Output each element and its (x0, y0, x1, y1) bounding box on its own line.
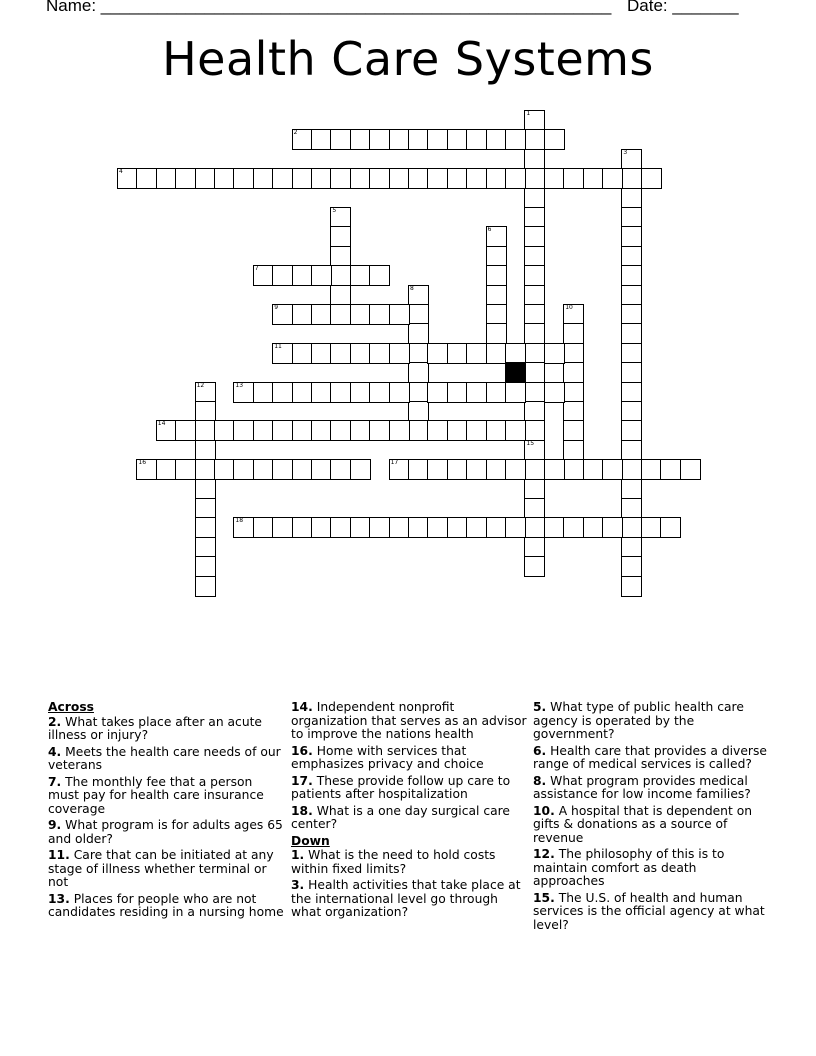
crossword-cell[interactable] (563, 323, 584, 344)
clue-number: 16 (138, 459, 147, 467)
crossword-cell[interactable] (195, 498, 216, 519)
clue-number: 3 (623, 148, 628, 156)
crossword-cell[interactable] (330, 265, 351, 286)
crossword-cell[interactable] (292, 304, 313, 325)
crossword-cell[interactable] (621, 323, 642, 344)
crossword-cell[interactable] (466, 420, 487, 441)
clue-number: 1 (526, 110, 531, 117)
crossword-cell[interactable] (369, 168, 390, 189)
crossword-cell-11[interactable] (272, 343, 293, 364)
crossword-cell[interactable] (621, 362, 642, 383)
crossword-cell[interactable] (292, 382, 313, 403)
crossword-cell[interactable] (621, 226, 642, 247)
crossword-cell[interactable] (350, 168, 371, 189)
crossword-cell[interactable] (447, 129, 468, 150)
name-field[interactable]: Name: ______________________________________________________ (46, 0, 612, 15)
crossword-cell[interactable] (408, 420, 429, 441)
crossword-cell[interactable] (524, 517, 545, 538)
crossword-cell[interactable] (272, 517, 293, 538)
crossword-cell[interactable] (621, 440, 642, 461)
clue-number: 12 (196, 381, 205, 389)
clue-across-17: 17. These provide follow up care to patients after hospitalization (291, 773, 511, 801)
crossword-cell[interactable] (563, 420, 584, 441)
crossword-cell[interactable] (486, 420, 507, 441)
crossword-cell[interactable] (408, 362, 429, 383)
crossword-cell[interactable] (621, 576, 642, 597)
down-heading: Down (291, 833, 330, 848)
crossword-cell[interactable] (486, 323, 507, 344)
crossword-cell[interactable] (136, 168, 157, 189)
crossword-cell[interactable] (369, 343, 390, 364)
clue-across-9: 9. What program is for adults ages 65 and older? (48, 818, 283, 846)
crossword-cell[interactable] (621, 459, 642, 480)
crossword-cell[interactable] (311, 420, 332, 441)
crossword-cell-12[interactable] (195, 382, 216, 403)
crossword-cell[interactable] (156, 168, 177, 189)
crossword-cell[interactable] (350, 129, 371, 150)
crossword-cell[interactable] (427, 459, 448, 480)
crossword-cell-5[interactable] (330, 207, 351, 228)
crossword-cell[interactable] (544, 382, 565, 403)
crossword-cell[interactable] (544, 343, 565, 364)
crossword-cell[interactable] (466, 459, 487, 480)
crossword-cell[interactable] (195, 556, 216, 577)
crossword-cell[interactable] (602, 517, 623, 538)
crossword-cell[interactable] (214, 420, 235, 441)
crossword-cell[interactable] (292, 265, 313, 286)
crossword-cell[interactable] (292, 168, 313, 189)
crossword-cell[interactable] (195, 576, 216, 597)
crossword-cell[interactable] (524, 362, 545, 383)
clue-down-8: 8. What program provides medical assistance for low income families? (533, 773, 751, 801)
crossword-cell[interactable] (486, 517, 507, 538)
crossword-cell[interactable] (330, 226, 351, 247)
crossword-cell[interactable] (505, 343, 526, 364)
crossword-cell[interactable] (369, 265, 390, 286)
crossword-cell[interactable] (602, 168, 623, 189)
crossword-cell-18[interactable] (233, 517, 254, 538)
crossword-cell[interactable] (544, 129, 565, 150)
crossword-cell[interactable] (214, 459, 235, 480)
crossword-cell[interactable] (389, 517, 410, 538)
crossword-cell[interactable] (621, 265, 642, 286)
crossword-cell[interactable] (272, 459, 293, 480)
clue-across-18: 18. What is a one day surgical care center? (291, 803, 510, 831)
crossword-cell[interactable] (563, 517, 584, 538)
crossword-cell[interactable] (486, 168, 507, 189)
clue-number: 4 (119, 168, 123, 176)
crossword-cell[interactable] (233, 420, 254, 441)
crossword-cell[interactable] (486, 382, 507, 403)
crossword-cell[interactable] (621, 537, 642, 558)
crossword-cell-8[interactable] (408, 285, 429, 306)
clue-across-13: 13. Places for people who are not candidates residing in a nursing home (48, 891, 284, 919)
crossword-cell[interactable] (621, 517, 642, 538)
crossword-cell[interactable] (330, 382, 351, 403)
crossword-cell[interactable] (583, 168, 604, 189)
clue-number: 8 (410, 284, 414, 292)
crossword-cell[interactable] (195, 479, 216, 500)
crossword-cell[interactable] (505, 459, 526, 480)
crossword-cell[interactable] (621, 207, 642, 228)
crossword-cell[interactable] (524, 382, 545, 403)
crossword-cell[interactable] (408, 401, 429, 422)
clue-across-2: 2. What takes place after an acute illness or injury? (48, 714, 263, 742)
crossword-cell[interactable] (524, 188, 545, 209)
crossword-cell-15[interactable] (524, 440, 545, 461)
date-field[interactable]: Date: _______ (627, 0, 739, 15)
crossword-cell[interactable] (524, 556, 545, 577)
crossword-cell-16[interactable] (136, 459, 157, 480)
crossword-cell[interactable] (389, 343, 410, 364)
crossword-cell[interactable] (524, 168, 545, 189)
clue-number: 18 (235, 517, 244, 525)
crossword-cell[interactable] (350, 304, 371, 325)
crossword-cell[interactable] (621, 420, 642, 441)
clue-number: 5 (332, 207, 337, 214)
crossword-cell[interactable] (253, 459, 274, 480)
crossword-cell[interactable] (408, 459, 429, 480)
crossword-cell[interactable] (350, 382, 371, 403)
crossword-cell[interactable] (621, 479, 642, 500)
crossword-cell[interactable] (563, 401, 584, 422)
crossword-cell[interactable] (311, 517, 332, 538)
clue-number: 7 (254, 265, 259, 273)
crossword-cell[interactable] (408, 343, 429, 364)
clue-across-4: 4. Meets the health care needs of our veterans (48, 744, 281, 772)
crossword-cell[interactable] (544, 459, 565, 480)
crossword-cell[interactable] (641, 459, 662, 480)
crossword-cell[interactable] (272, 420, 293, 441)
crossword-cell[interactable] (292, 343, 313, 364)
clue-number: 11 (274, 342, 282, 350)
crossword-cell[interactable] (369, 304, 390, 325)
crossword-cell[interactable] (350, 265, 371, 286)
clue-column-3 (533, 701, 769, 935)
crossword-cell[interactable] (311, 382, 332, 403)
crossword-cell[interactable] (524, 323, 545, 344)
crossword-cell[interactable] (350, 420, 371, 441)
crossword-cell[interactable] (524, 420, 545, 441)
crossword-cell[interactable] (486, 246, 507, 267)
crossword-cell[interactable] (524, 459, 545, 480)
across-heading: Across (48, 700, 94, 714)
crossword-cell[interactable] (427, 382, 448, 403)
crossword-cell[interactable] (408, 382, 429, 403)
crossword-cell[interactable] (408, 517, 429, 538)
crossword-cell[interactable] (350, 517, 371, 538)
crossword-cell[interactable] (621, 285, 642, 306)
crossword-cell[interactable] (427, 420, 448, 441)
crossword-cell[interactable] (563, 440, 584, 461)
crossword-cell[interactable] (195, 517, 216, 538)
crossword-cell[interactable] (505, 517, 526, 538)
crossword-cell[interactable] (408, 304, 429, 325)
crossword-cell[interactable] (486, 459, 507, 480)
crossword-cell[interactable] (195, 168, 216, 189)
crossword-cell[interactable] (311, 304, 332, 325)
crossword-cell[interactable] (680, 459, 701, 480)
crossword-cell[interactable] (505, 420, 526, 441)
crossword-cell[interactable] (330, 168, 351, 189)
crossword-cell[interactable] (660, 459, 681, 480)
crossword-cell[interactable] (621, 168, 642, 189)
crossword-cell[interactable] (253, 420, 274, 441)
crossword-cell[interactable] (563, 362, 584, 383)
crossword-cell[interactable] (621, 188, 642, 209)
crossword-cell[interactable] (369, 517, 390, 538)
crossword-cell[interactable] (621, 246, 642, 267)
crossword-cell[interactable] (447, 168, 468, 189)
crossword-cell[interactable] (253, 168, 274, 189)
crossword-cell[interactable] (292, 420, 313, 441)
crossword-cell[interactable] (524, 207, 545, 228)
crossword-cell[interactable] (233, 459, 254, 480)
clue-number: 10 (565, 304, 573, 311)
crossword-cell[interactable] (427, 343, 448, 364)
crossword-cell[interactable] (447, 382, 468, 403)
crossword-cell[interactable] (311, 343, 332, 364)
crossword-cell[interactable] (330, 420, 351, 441)
clue-across-14: 14. Independent nonprofit organization that serves as an advisor to improve the nations health (291, 700, 527, 741)
crossword-cell[interactable] (311, 459, 332, 480)
crossword-cell[interactable] (524, 498, 545, 519)
crossword-cell[interactable] (330, 459, 351, 480)
crossword-cell[interactable] (466, 129, 487, 150)
clue-number: 14 (157, 420, 166, 428)
crossword-cell[interactable] (524, 304, 545, 325)
clue-number: 15 (526, 439, 535, 447)
clue-column-2 (291, 701, 527, 923)
crossword-cell[interactable] (369, 129, 390, 150)
crossword-cell-9[interactable] (272, 304, 293, 325)
clue-across-7: 7. The monthly fee that a person must pay for health care insurance coverage (48, 774, 264, 816)
crossword-cell[interactable] (253, 382, 274, 403)
crossword-cell[interactable] (311, 129, 332, 150)
crossword-cell-14[interactable] (156, 420, 177, 441)
crossword-cell[interactable] (389, 420, 410, 441)
crossword-cell[interactable] (524, 149, 545, 170)
crossword-cell[interactable] (466, 382, 487, 403)
crossword-cell[interactable] (330, 285, 351, 306)
crossword-cell[interactable] (621, 343, 642, 364)
crossword-cell[interactable] (660, 517, 681, 538)
crossword-cell[interactable] (524, 226, 545, 247)
clue-number: 17 (390, 459, 399, 467)
crossword-cell[interactable] (156, 459, 177, 480)
crossword-cell-4[interactable] (117, 168, 138, 189)
crossword-cell[interactable] (408, 323, 429, 344)
clue-down-15: 15. The U.S. of health and human services is the official agency at what level? (533, 890, 765, 932)
crossword-cell[interactable] (447, 420, 468, 441)
crossword-cell[interactable] (583, 459, 604, 480)
crossword-cell[interactable] (524, 343, 545, 364)
crossword-cell[interactable] (330, 343, 351, 364)
crossword-cell[interactable] (330, 517, 351, 538)
crossword-cell[interactable] (621, 498, 642, 519)
crossword-cell[interactable] (369, 382, 390, 403)
crossword-cell[interactable] (486, 343, 507, 364)
crossword-cell[interactable] (524, 129, 545, 150)
crossword-cell[interactable] (447, 343, 468, 364)
clue-number: 9 (274, 304, 279, 311)
crossword-cell-3[interactable] (621, 149, 642, 170)
crossword-cell-6[interactable] (486, 226, 507, 247)
crossword-cell[interactable] (486, 129, 507, 150)
clue-down-3: 3. Health activities that take place at the international level go through what organization? (291, 878, 521, 919)
crossword-cell[interactable] (583, 517, 604, 538)
crossword-cell[interactable] (544, 517, 565, 538)
crossword-cell[interactable] (563, 382, 584, 403)
crossword-cell-17[interactable] (389, 459, 410, 480)
crossword-cell[interactable] (350, 459, 371, 480)
crossword-cell[interactable] (272, 382, 293, 403)
crossword-cell[interactable] (408, 129, 429, 150)
crossword-cell[interactable] (621, 382, 642, 403)
crossword-cell[interactable] (466, 517, 487, 538)
clue-down-12: 12. The philosophy of this is to maintain comfort as death approaches (533, 847, 725, 888)
crossword-cell[interactable] (524, 265, 545, 286)
crossword-cell[interactable] (447, 459, 468, 480)
crossword-cell[interactable] (505, 168, 526, 189)
crossword-cell[interactable] (311, 265, 332, 286)
crossword-cell[interactable] (486, 285, 507, 306)
crossword-cell[interactable] (505, 382, 526, 403)
clue-column-1 (48, 701, 284, 923)
crossword-cell[interactable] (330, 304, 351, 325)
crossword-cell[interactable] (621, 401, 642, 422)
crossword-cell[interactable] (524, 537, 545, 558)
crossword-cell[interactable] (641, 168, 662, 189)
crossword-cell[interactable] (272, 265, 293, 286)
clue-number: 13 (235, 381, 244, 389)
crossword-cell[interactable] (621, 556, 642, 577)
crossword-cell[interactable] (621, 304, 642, 325)
crossword-cell[interactable] (292, 517, 313, 538)
crossword-cell[interactable] (330, 246, 351, 267)
crossword-cell[interactable] (486, 304, 507, 325)
clue-across-16: 16. Home with services that emphasizes privacy and choice (291, 743, 484, 771)
black-square (505, 362, 526, 383)
crossword-cell-10[interactable] (563, 304, 584, 325)
crossword-cell[interactable] (350, 343, 371, 364)
clue-down-10: 10. A hospital that is dependent on gifts & donations as a source of revenue (533, 803, 753, 845)
crossword-cell[interactable] (524, 479, 545, 500)
crossword-cell[interactable] (175, 168, 196, 189)
crossword-cell[interactable] (195, 537, 216, 558)
crossword-cell[interactable] (214, 168, 235, 189)
crossword-cell-1[interactable] (524, 110, 545, 131)
clue-number: 6 (487, 226, 492, 234)
crossword-cell[interactable] (272, 168, 293, 189)
crossword-cell[interactable] (563, 459, 584, 480)
crossword-cell[interactable] (505, 129, 526, 150)
crossword-cell[interactable] (175, 459, 196, 480)
crossword-cell[interactable] (563, 168, 584, 189)
crossword-cell[interactable] (427, 517, 448, 538)
crossword-cell[interactable] (195, 401, 216, 422)
crossword-cell[interactable] (408, 168, 429, 189)
crossword-cell[interactable] (369, 420, 390, 441)
crossword-cell[interactable] (427, 168, 448, 189)
crossword-cell[interactable] (195, 459, 216, 480)
crossword-cell[interactable] (563, 343, 584, 364)
crossword-cell[interactable] (641, 517, 662, 538)
crossword-cell[interactable] (389, 129, 410, 150)
clue-down-1: 1. What is the need to hold costs within fixed limits? (291, 848, 496, 876)
crossword-cell[interactable] (292, 459, 313, 480)
crossword-cell[interactable] (524, 246, 545, 267)
crossword-cell[interactable] (524, 401, 545, 422)
crossword-cell-13[interactable] (233, 382, 254, 403)
clue-down-6: 6. Health care that provides a diverse range of medical services is called? (533, 743, 767, 771)
clue-across-11: 11. Care that can be initiated at any stage of illness whether terminal or not (48, 848, 274, 889)
crossword-cell[interactable] (175, 420, 196, 441)
crossword-cell-2[interactable] (292, 129, 313, 150)
crossword-cell-7[interactable] (253, 265, 274, 286)
crossword-cell[interactable] (524, 285, 545, 306)
crossword-cell[interactable] (466, 343, 487, 364)
crossword-cell[interactable] (330, 129, 351, 150)
page-title: Health Care Systems (162, 32, 654, 86)
crossword-cell[interactable] (544, 168, 565, 189)
crossword-cell[interactable] (389, 304, 410, 325)
crossword-cell[interactable] (389, 382, 410, 403)
clue-down-5: 5. What type of public health care agency is operated by the government? (533, 700, 744, 741)
crossword-cell[interactable] (233, 168, 254, 189)
crossword-cell[interactable] (389, 168, 410, 189)
clue-number: 2 (293, 129, 298, 137)
crossword-cell[interactable] (486, 265, 507, 286)
crossword-cell[interactable] (311, 168, 332, 189)
crossword-cell[interactable] (195, 420, 216, 441)
crossword-cell[interactable] (602, 459, 623, 480)
crossword-cell[interactable] (195, 440, 216, 461)
crossword-cell[interactable] (253, 517, 274, 538)
crossword-cell[interactable] (466, 168, 487, 189)
crossword-cell[interactable] (427, 129, 448, 150)
crossword-cell[interactable] (447, 517, 468, 538)
